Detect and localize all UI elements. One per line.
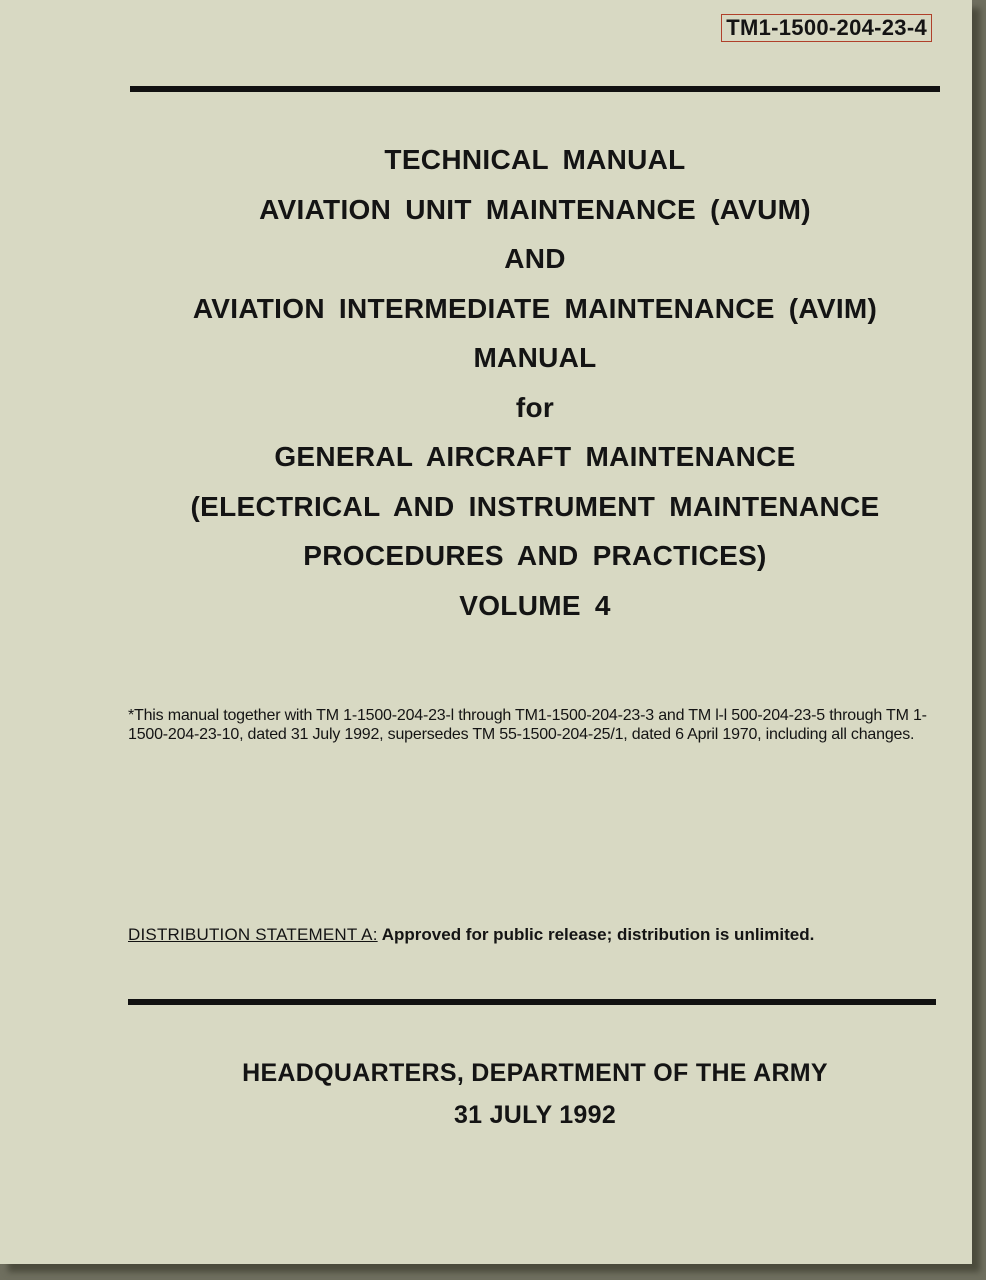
title-line-and: AND	[504, 243, 566, 274]
title-line-for: for	[515, 391, 555, 423]
distribution-statement	[128, 925, 814, 945]
title-block	[100, 140, 970, 635]
title-line-avim: AVIATION INTERMEDIATE MAINTENANCE (AVIM)	[192, 292, 878, 324]
top-rule	[130, 86, 940, 92]
bottom-rule	[128, 999, 936, 1005]
distribution-text: Approved for public release; distribution is unlimited.	[381, 925, 815, 944]
title-line-electrical-instrument: (ELECTRICAL AND INSTRUMENT MAINTENANCE	[190, 490, 880, 522]
tm-number-box: TM1-1500-204-23-4	[721, 14, 932, 42]
distribution-label: DISTRIBUTION STATEMENT A:	[128, 925, 378, 944]
publication-date: 31 JULY 1992	[453, 1101, 617, 1129]
supersede-note: *This manual together with TM 1-1500-204-23-l through TM1-1500-204-23-3 and TM l-l 500-204-23-5 through TM 1-1500-204-23-10, dated 31 July 1992, supersedes TM 55-1500-204-25/1, dated 6 April 1970, including all changes.	[128, 707, 927, 743]
title-line-technical-manual: TECHNICAL MANUAL	[384, 144, 686, 175]
headquarters-line: HEADQUARTERS, DEPARTMENT OF THE ARMY	[242, 1059, 828, 1087]
title-line-manual: MANUAL	[473, 342, 597, 373]
title-line-avum: AVIATION UNIT MAINTENANCE (AVUM)	[259, 193, 811, 225]
title-line-volume: VOLUME 4	[459, 589, 611, 621]
title-line-general-aircraft: GENERAL AIRCRAFT MAINTENANCE	[274, 441, 796, 472]
title-line-procedures: PROCEDURES AND PRACTICES)	[303, 540, 767, 571]
